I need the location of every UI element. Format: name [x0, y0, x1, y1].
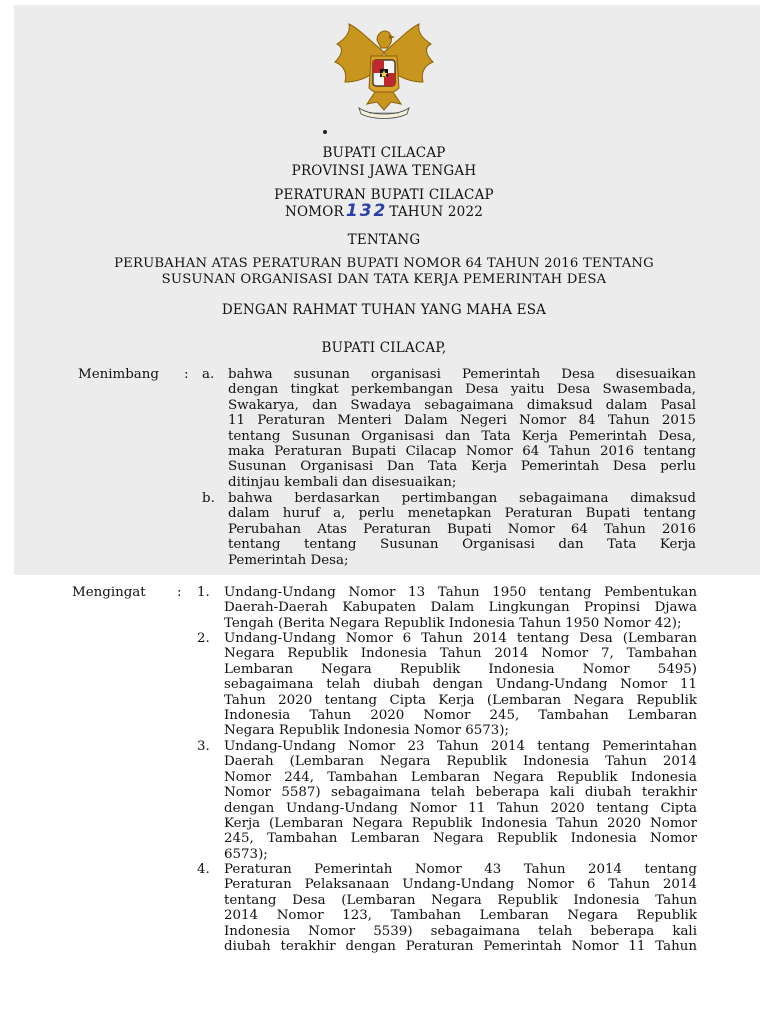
text-line: bahwa berdasarkan pertimbangan sebagaimana dimaksud — [228, 491, 696, 506]
header-bupati-cilacap: BUPATI CILACAP, — [321, 340, 447, 356]
mengingat-colon: : — [177, 585, 182, 600]
text-line: sebagaimana telah diubah dengan Undang-Undang Nomor 11 — [224, 677, 697, 693]
header-nomor-line — [0, 203, 768, 221]
header-line-bupati: BUPATI CILACAP — [322, 145, 446, 161]
mengingat-item-4-marker: 4. — [197, 862, 210, 877]
text-line: Undang-Undang Nomor 23 Tahun 2014 tentang Pemerintahan — [224, 739, 697, 754]
text-line: ditinjau kembali dan disesuaikan; — [228, 474, 457, 490]
text-line: Kerja (Lembaran Negara Republik Indonesia Tahun 2020 Nomor — [224, 815, 697, 831]
mengingat-item-2-text — [224, 631, 697, 739]
text-line: Peraturan Pelaksanaan Undang-Undang Nomor 6 Tahun 2014 — [224, 877, 697, 893]
text-line: bahwa susunan organisasi Pemerintah Desa disesuaikan — [228, 367, 696, 382]
text-line: Perubahan Atas Peraturan Bupati Nomor 64 Tahun 2016 — [228, 521, 696, 537]
header-line-peraturan: PERATURAN BUPATI CILACAP — [274, 187, 494, 203]
header-rahmat: DENGAN RAHMAT TUHAN YANG MAHA ESA — [221, 302, 547, 318]
mengingat-item-3-marker: 3. — [197, 739, 210, 754]
text-line: Pemerintah Desa; — [228, 552, 349, 568]
text-line: Undang-Undang Nomor 13 Tahun 1950 tentang Pembentukan — [224, 585, 697, 600]
text-line: Indonesia Nomor 5539) sebagaimana telah beberapa kali — [224, 923, 697, 939]
mengingat-item-1-marker: 1. — [197, 585, 210, 600]
menimbang-label: Menimbang — [78, 367, 159, 382]
text-line: Negara Republik Indonesia Nomor 6573); — [224, 723, 510, 739]
text-line: Tahun 2020 tentang Cipta Kerja (Lembaran Negara Republik — [224, 692, 697, 708]
menimbang-item-b-marker: b. — [202, 491, 215, 506]
text-line: 2014 Nomor 123, Tambahan Lembaran Negara Republik — [224, 908, 697, 924]
text-line: tentang Desa (Lembaran Negara Republik Indonesia Tahun — [224, 892, 697, 908]
text-line: Susunan Organisasi Dan Tata Kerja Pemerintah Desa perlu — [228, 459, 696, 475]
text-line: 11 Peraturan Menteri Dalam Negeri Nomor 84 Tahun 2015 — [228, 413, 696, 429]
text-line: Nomor 244, Tambahan Lembaran Negara Republik Indonesia — [224, 769, 697, 785]
text-line: Undang-Undang Nomor 6 Tahun 2014 tentang Desa (Lembaran — [224, 631, 697, 646]
header-tentang: TENTANG — [347, 232, 421, 248]
header-line-provinsi: PROVINSI JAWA TENGAH — [291, 163, 477, 179]
title-line-2: SUSUNAN ORGANISASI DAN TATA KERJA PEMERINTAH DESA — [161, 272, 607, 287]
nomor-suffix: TAHUN 2022 — [389, 204, 484, 220]
text-line: Nomor 5587) sebagaimana telah beberapa kali diubah terakhir — [224, 785, 697, 801]
text-line: tentang tentang Susunan Organisasi dan Tata Kerja — [228, 537, 696, 553]
text-line: maka Peraturan Bupati Cilacap Nomor 64 Tahun 2016 tentang — [228, 443, 696, 459]
scan-dot — [323, 130, 327, 134]
text-line: diubah terakhir dengan Peraturan Pemerintah Nomor 11 Tahun — [224, 938, 697, 954]
text-line: Tengah (Berita Negara Republik Indonesia Tahun 1950 Nomor 42); — [224, 615, 682, 631]
mengingat-item-4-text — [224, 862, 697, 954]
menimbang-colon: : — [184, 367, 189, 382]
menimbang-item-b-text — [228, 491, 696, 568]
text-line: dalam huruf a, perlu menetapkan Peraturan Bupati tentang — [228, 506, 696, 522]
menimbang-item-a-marker: a. — [202, 367, 215, 382]
text-line: tentang Susunan Organisasi dan Tata Kerja Pemerintah Desa, — [228, 428, 696, 444]
menimbang-item-a-text — [228, 367, 696, 490]
text-line: 245, Tambahan Lembaran Negara Republik Indonesia Nomor — [224, 831, 697, 847]
garuda-emblem-icon — [331, 22, 437, 122]
text-line: Daerah-Daerah Kabupaten Dalam Lingkungan Propinsi Djawa — [224, 600, 697, 616]
text-line: Negara Republik Indonesia Tahun 2014 Nomor 7, Tambahan — [224, 646, 697, 662]
text-line: Indonesia Tahun 2020 Nomor 245, Tambahan Lembaran — [224, 707, 697, 723]
nomor-prefix: NOMOR — [284, 204, 344, 220]
text-line: Swakarya, dan Swadaya sebagaimana dimaksud dalam Pasal — [228, 397, 696, 413]
mengingat-item-3-text — [224, 739, 697, 862]
nomor-number: 132 — [345, 201, 388, 221]
text-line: dengan Undang-Undang Nomor 11 Tahun 2020 tentang Cipta — [224, 800, 697, 816]
text-line: Lembaran Negara Republik Indonesia Nomor 5495) — [224, 661, 697, 677]
mengingat-item-2-marker: 2. — [197, 631, 210, 646]
text-line: dengan tingkat perkembangan Desa yaitu Desa Swasembada, — [228, 382, 696, 398]
mengingat-label: Mengingat — [72, 585, 146, 600]
text-line: Daerah (Lembaran Negara Republik Indonesia Tahun 2014 — [224, 754, 697, 770]
title-line-1: PERUBAHAN ATAS PERATURAN BUPATI NOMOR 64 TAHUN 2016 TENTANG — [114, 256, 654, 271]
mengingat-item-1-text — [224, 585, 697, 631]
text-line: 6573); — [224, 846, 268, 862]
text-line: Peraturan Pemerintah Nomor 43 Tahun 2014 tentang — [224, 862, 697, 877]
